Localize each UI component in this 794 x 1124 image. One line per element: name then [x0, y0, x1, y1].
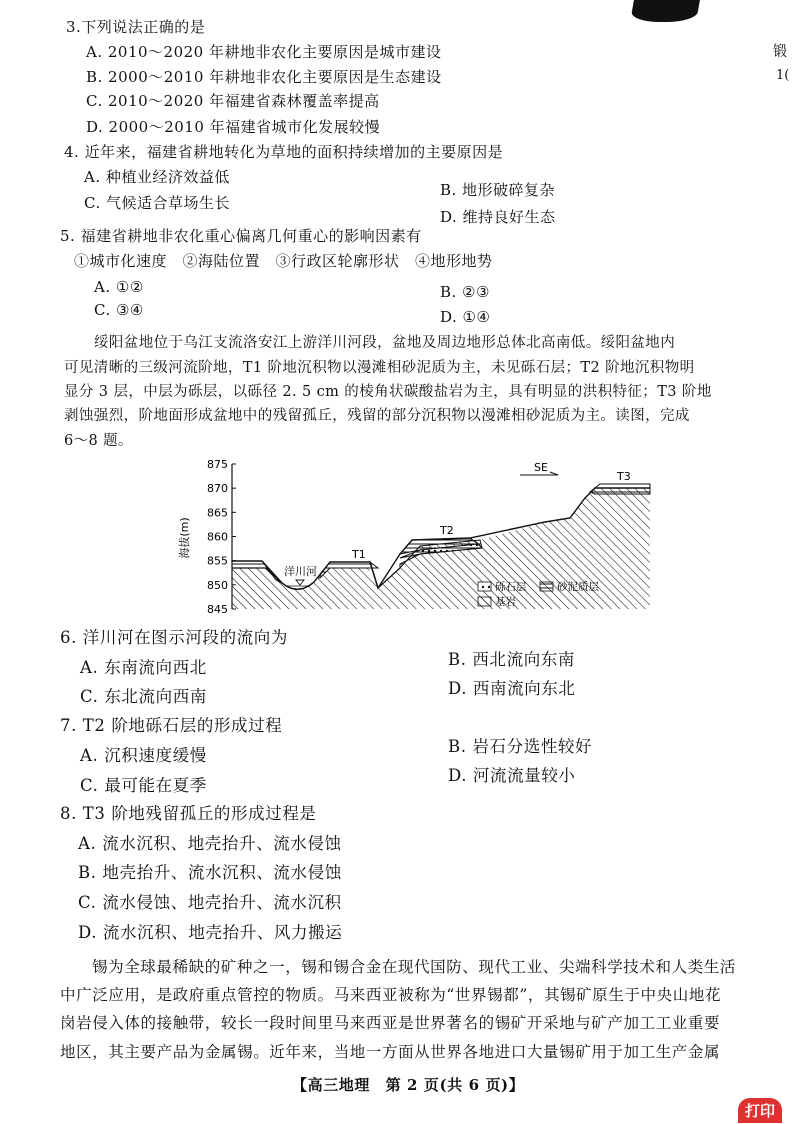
q5-option-c: C. ③④ [94, 301, 144, 319]
passage2-line-3: 岗岩侵入体的接触带，较长一段时间里马来西亚是世界著名的锡矿开采地与矿产加工工业重要 [60, 1014, 721, 1032]
print-stamp: 打印 [738, 1098, 782, 1123]
legend-gravel-swatch [478, 582, 491, 591]
q4-option-d: D. 维持良好生态 [440, 208, 556, 226]
y-tick-label: 865 [207, 506, 228, 520]
t3-label: T3 [617, 470, 631, 483]
q3-option-b: B. 2000～2010 年耕地非农化主要原因是生态建设 [86, 68, 442, 86]
river-label: 洋川河 [284, 565, 317, 578]
q4-stem: 4. 近年来，福建省耕地转化为草地的面积持续增加的主要原因是 [64, 143, 504, 161]
t1-label: T1 [352, 548, 366, 561]
q3-stem: 3.下列说法正确的是 [66, 18, 206, 36]
t3-terrace [590, 484, 650, 494]
q5-option-d: D. ①④ [440, 308, 491, 326]
q8-option-a: A. 流水沉积、地壳抬升、流水侵蚀 [78, 834, 342, 853]
q8-stem: 8. T3 阶地残留孤丘的形成过程是 [60, 804, 317, 823]
q6-stem: 6. 洋川河在图示河段的流向为 [60, 628, 288, 647]
t2-label: T2 [440, 524, 454, 537]
legend-gravel-label: 砾石层 [495, 581, 527, 593]
q7-option-c: C. 最可能在夏季 [80, 776, 207, 795]
edge-text-1: 锻 [773, 44, 787, 60]
q8-option-b: B. 地壳抬升、流水沉积、流水侵蚀 [78, 863, 342, 882]
legend-sand-label: 砂泥质层 [557, 581, 599, 593]
direction-label: SE [534, 461, 548, 474]
passage1-line-1: 绥阳盆地位于乌江支流洛安江上游洋川河段，盆地及周边地形总体北高南低。绥阳盆地内 [94, 335, 676, 351]
y-tick-label: 845 [207, 603, 228, 616]
q4-option-b: B. 地形破碎复杂 [440, 181, 556, 199]
q6-option-a: A. 东南流向西北 [80, 658, 207, 677]
passage1-line-4: 剥蚀强烈，阶地面形成盆地中的残留孤丘，残留的部分沉积物以漫滩相砂泥质为主。读图，完成 [64, 408, 690, 424]
q8-option-d: D. 流水沉积、地壳抬升、风力搬运 [78, 923, 343, 942]
q3-option-d: D. 2000～2010 年福建省城市化发展较慢 [86, 118, 381, 136]
q7-option-a: A. 沉积速度缓慢 [80, 746, 207, 765]
q5-factors: ①城市化速度 ②海陆位置 ③行政区轮廓形状 ④地形地势 [74, 252, 493, 270]
q7-option-d: D. 河流流量较小 [448, 766, 576, 785]
q5-stem: 5. 福建省耕地非农化重心偏离几何重心的影响因素有 [60, 227, 422, 245]
edge-text-2: 1( [776, 68, 790, 83]
q3-option-c: C. 2010～2020 年福建省森林覆盖率提高 [86, 92, 380, 110]
q7-stem: 7. T2 阶地砾石层的形成过程 [60, 716, 283, 735]
y-tick-label: 870 [207, 482, 228, 496]
q8-option-c: C. 流水侵蚀、地壳抬升、流水沉积 [78, 893, 342, 912]
page-footer: 【高三地理 第 2 页(共 6 页)】 [292, 1076, 525, 1094]
y-tick-label: 860 [207, 530, 228, 544]
terrace-cross-section [180, 458, 660, 618]
legend-bedrock-label: 基岩 [495, 596, 516, 608]
q4-option-a: A. 种植业经济效益低 [84, 168, 230, 186]
q5-option-b: B. ②③ [440, 283, 490, 301]
y-tick-label: 855 [207, 554, 228, 568]
legend-bedrock-swatch [478, 597, 491, 606]
scan-ink-blot [630, 0, 700, 22]
passage1-line-5: 6～8 题。 [64, 433, 133, 449]
passage2-line-2: 中广泛应用，是政府重点管控的物质。马来西亚被称为“世界锡都”，其锡矿原生于中央山地花 [60, 986, 722, 1004]
passage2-line-4: 地区，其主要产品为金属锡。近年来，当地一方面从世界各地进口大量锡矿用于加工生产金属 [60, 1043, 721, 1061]
q7-option-b: B. 岩石分选性较好 [448, 737, 593, 756]
q6-option-d: D. 西南流向东北 [448, 679, 576, 698]
q3-option-a: A. 2010～2020 年耕地非农化主要原因是城市建设 [86, 43, 442, 61]
y-axis-label: 海拔(m) [178, 517, 191, 559]
passage2-line-1: 锡为全球最稀缺的矿种之一，锡和锡合金在现代国防、现代工业、尖端科学技术和人类生活 [92, 958, 737, 976]
y-tick-label: 850 [207, 578, 228, 592]
passage1-line-2: 可见清晰的三级河流阶地，T1 阶地沉积物以漫滩相砂泥质为主，未见砾石层；T2 阶地沉积物明 [64, 360, 695, 376]
q6-option-b: B. 西北流向东南 [448, 650, 576, 669]
legend-sand-swatch [540, 582, 553, 591]
q5-option-a: A. ①② [94, 278, 144, 296]
q6-option-c: C. 东北流向西南 [80, 687, 207, 706]
passage1-line-3: 显分 3 层，中层为砾层，以砾径 2. 5 cm 的棱角状碳酸盐岩为主，具有明显的洪积特征；T3 阶地 [64, 384, 712, 400]
y-tick-label: 875 [207, 458, 228, 471]
q4-option-c: C. 气候适合草场生长 [84, 194, 230, 212]
